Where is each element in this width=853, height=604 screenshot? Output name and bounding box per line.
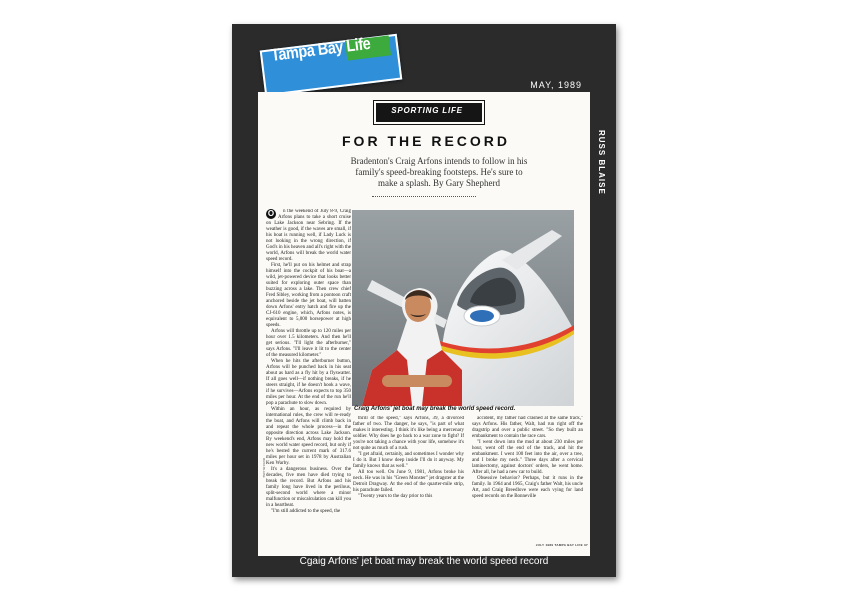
jet-boat-photo (352, 210, 574, 406)
magazine-logo-text: Tampa Bay Life (270, 33, 372, 65)
photo-credit: RUSS BLAISE (262, 458, 266, 478)
section-label: SPORTING LIFE (391, 106, 463, 115)
jet-boat-illustration (352, 210, 574, 406)
article-column-3 (472, 416, 583, 534)
drop-cap: O (267, 209, 275, 218)
paragraph: thrill of the speed," says Arfons, 39, a divorced father of two. The danger, he says, "is part of what makes it interesting. I think it's like being a mercenary soldier. Why does he go back to a war zone to fight? If you're not taking a chance with your life, somehow it's not quite as much of a rush. (353, 416, 464, 451)
paragraph: Within an hour, as required by international rules, the crew will re-ready the boat, and Arfons will climb back in and repeat the whole process—in the opposite direction across Lake Jackson. By weekend's end, Arfons may hold the new world water speed record, but only if he's bested the current mark of 317.6 miles per hour set in 1978 by Australian Ken Warby. (266, 407, 351, 466)
issue-date: MAY, 1989 (530, 80, 582, 90)
paragraph: "I'm still addicted to the speed, the (271, 509, 341, 514)
article-deck: Bradenton's Craig Arfons intends to follow in his family's speed-breaking footsteps. He's sure to make a splash. By Gary Shepherd (350, 156, 528, 188)
paragraph: Obsessive behavior? Perhaps, but it runs in the family. In 1964 and 1965, Craig's father Walt, his uncle Art, and Craig Breedlove were each vying for land speed records on the Bonneville (472, 476, 583, 499)
paragraph: When he hits the afterburner button, Arfons will be punched back in his seat about as hard as a fly hit by a flyswatter. If all goes well—if nothing breaks, if he steers straight, if he doesn't hook a wave, if he survives—Arfons expects to top 350 miles per hour. At the end of the run he'll pop a parachute to slow down. (266, 359, 351, 406)
side-credit-label: RUSS BLAISE (597, 130, 606, 195)
article-column-2 (353, 416, 464, 534)
paragraph: "Twenty years to the day prior to this (358, 494, 433, 499)
image-caption: Cgaig Arfons' jet boat may break the world speed record (299, 556, 549, 567)
paragraph: "I went down into the mud at about 230 miles per hour, went off the end of the track, and hit the embankment. I went 100 feet into the air, over a tree, and I broke my neck." Three days after a cervical laminectomy, against doctors' orders, he went home. After all, he had a new car to build. (472, 440, 583, 475)
deck-divider (372, 196, 476, 197)
paragraph: accident, my father had crashed at the same track," says Arfons. His father, Walt, had run right off the dragstrip and over a public street. "So they built an embankment to contain the race cars. (472, 416, 583, 439)
article-headline: FOR THE RECORD (342, 133, 510, 149)
paragraph: It's a dangerous business. Over the decades, five men have died trying to break the record. But Arfons and his family long have lived in the perilous, split-second world where a minor malfunction or miscalculation can kill you in a heartbeat. (266, 467, 351, 508)
paragraph: "I get afraid, certainly, and sometimes I wonder why I do it. But I know deep inside I'll do it anyway. My family knows that as well." (353, 452, 464, 469)
article-column-1 (266, 209, 351, 539)
paragraph: n the weekend of July 8-9, Craig Arfons plans to take a short cruise on Lake Jackson near Sebring. If the weather is good, if the waves are small, if his boat is running well, if Lady Luck is not looking in the wrong direction, if God's in his heaven and all's right with the world, Arfons will break the world water speed record. (266, 209, 351, 262)
paragraph: All too well. On June 9, 1981, Arfons broke his neck. He was in his "Green Monster" jet dragster at the Detroit Dragway. At the end of the quarter-mile strip, his parachute failed. (353, 470, 464, 493)
photo-caption: Craig Arfons' jet boat may break the world speed record. (354, 406, 516, 412)
paragraph: Arfons will throttle up to 120 miles per hour over 1.5 kilometers. And then he'll get serious. "I'll light the afterburner," says Arfons. "I'll leave it lit to the center of the measured kilometer." (266, 329, 351, 358)
page-folio: JULY 1989 TAMPA BAY LIFE 37 (535, 543, 588, 547)
paragraph: First, he'll put on his helmet and strap himself into the cockpit of his boat—a wild, jet-powered device that looks better suited for exploring outer space than buzzing across a lake. Then crew chief Fred Sibley, working from a pontoon craft anchored beside the jet boat, will batten down Arfons' entry hatch and fire up the CJ-610 engine, which, Arfons notes, is equivalent to 5,000 horsepower at high speeds. (266, 263, 351, 328)
